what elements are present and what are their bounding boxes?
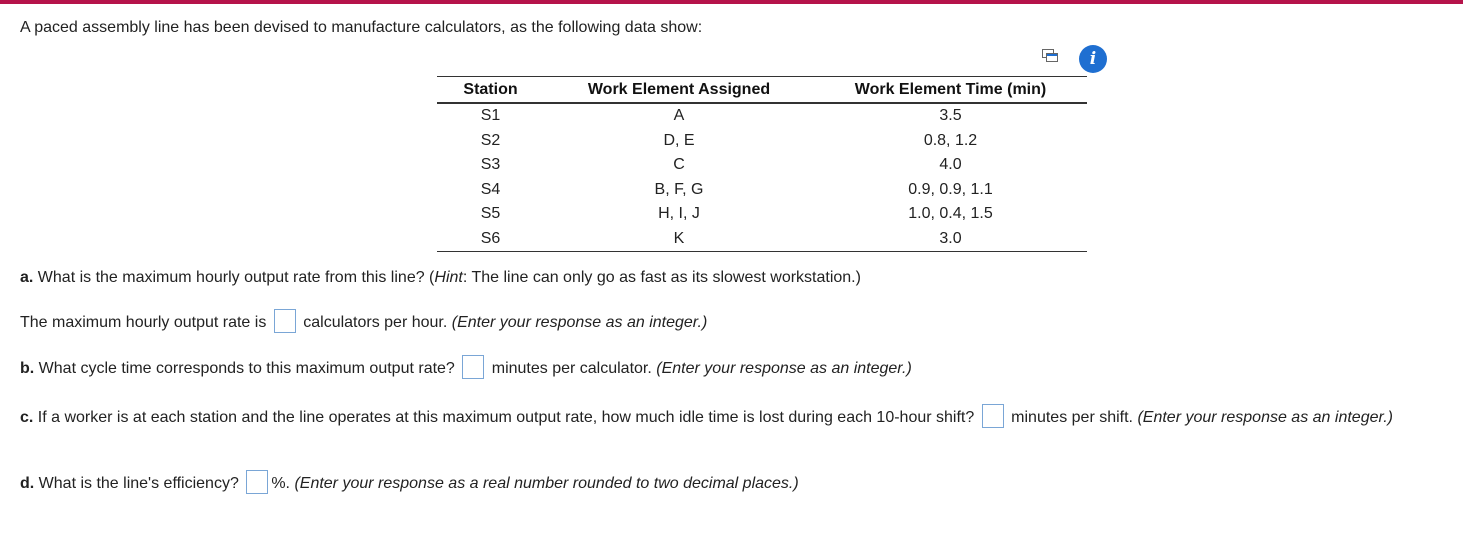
element-cell: C — [673, 156, 685, 174]
answer-note: (Enter your response as an integer.) — [451, 314, 708, 332]
hint-label: Hint — [434, 269, 463, 286]
answer-suffix: calculators per hour. — [303, 314, 448, 332]
element-cell: A — [673, 107, 685, 125]
answer-a-line — [20, 313, 707, 333]
station-cell: S2 — [480, 131, 501, 149]
table-row — [437, 202, 1087, 227]
answer-suffix: minutes per shift. — [1011, 409, 1133, 426]
time-cell: 3.0 — [814, 227, 1087, 252]
answer-note: (Enter your response as an integer.) — [1137, 409, 1393, 426]
question-a — [20, 269, 861, 287]
output-rate-input[interactable] — [274, 309, 296, 333]
table-row — [437, 153, 1087, 178]
element-cell: D, E — [663, 131, 695, 149]
cycle-time-input[interactable] — [462, 355, 484, 379]
table-row — [437, 103, 1087, 129]
col-header-station: Station — [437, 77, 544, 104]
question-label: a. — [20, 269, 34, 286]
work-element-table — [437, 76, 1087, 252]
station-cell: S3 — [480, 156, 501, 174]
col-header-time: Work Element Time (min) — [814, 77, 1087, 104]
answer-prefix: The maximum hourly output rate is — [20, 314, 267, 332]
station-cell: S4 — [480, 180, 501, 198]
question-text: What cycle time corresponds to this maximum output rate? — [34, 360, 455, 378]
question-text: If a worker is at each station and the line operates at this maximum output rate, how much idle time is lost during each 10-hour shift? — [33, 409, 975, 426]
col-header-work-element: Work Element Assigned — [544, 77, 814, 104]
problem-intro: A paced assembly line has been devised to manufacture calculators, as the following data show: — [20, 19, 703, 36]
question-label: c. — [20, 409, 34, 426]
answer-suffix: %. — [271, 475, 290, 493]
question-label: b. — [20, 360, 35, 378]
time-cell: 1.0, 0.4, 1.5 — [908, 205, 993, 223]
question-label: d. — [20, 475, 35, 493]
question-d — [20, 474, 799, 494]
table-row — [437, 227, 1087, 252]
top-accent-bar — [0, 0, 1463, 4]
time-cell: 4.0 — [939, 156, 962, 174]
answer-suffix: minutes per calculator. — [491, 360, 652, 378]
table-row — [437, 129, 1087, 154]
element-cell: K — [544, 227, 814, 252]
time-cell: 0.8, 1.2 — [923, 131, 978, 149]
station-cell: S5 — [480, 205, 501, 223]
efficiency-input[interactable] — [246, 470, 268, 494]
hint-text: : The line can only go as fast as its slowest workstation.) — [462, 269, 861, 286]
station-cell: S1 — [480, 107, 501, 125]
info-icon[interactable]: i — [1079, 45, 1107, 73]
question-c — [20, 405, 1440, 430]
time-cell: 3.5 — [939, 107, 962, 125]
answer-note: (Enter your response as a real number rounded to two decimal places.) — [294, 475, 799, 493]
question-text: What is the line's efficiency? — [34, 475, 239, 493]
element-cell: H, I, J — [658, 205, 700, 223]
time-cell: 0.9, 0.9, 1.1 — [908, 180, 993, 198]
table-header-row — [437, 77, 1087, 104]
station-cell: S6 — [437, 227, 544, 252]
table-row — [437, 178, 1087, 203]
idle-time-input[interactable] — [982, 404, 1004, 428]
answer-note: (Enter your response as an integer.) — [656, 360, 912, 378]
element-cell: B, F, G — [654, 180, 704, 198]
question-b — [20, 359, 912, 379]
question-text: What is the maximum hourly output rate from this line? ( — [33, 269, 435, 286]
copy-icon[interactable] — [1042, 49, 1058, 63]
